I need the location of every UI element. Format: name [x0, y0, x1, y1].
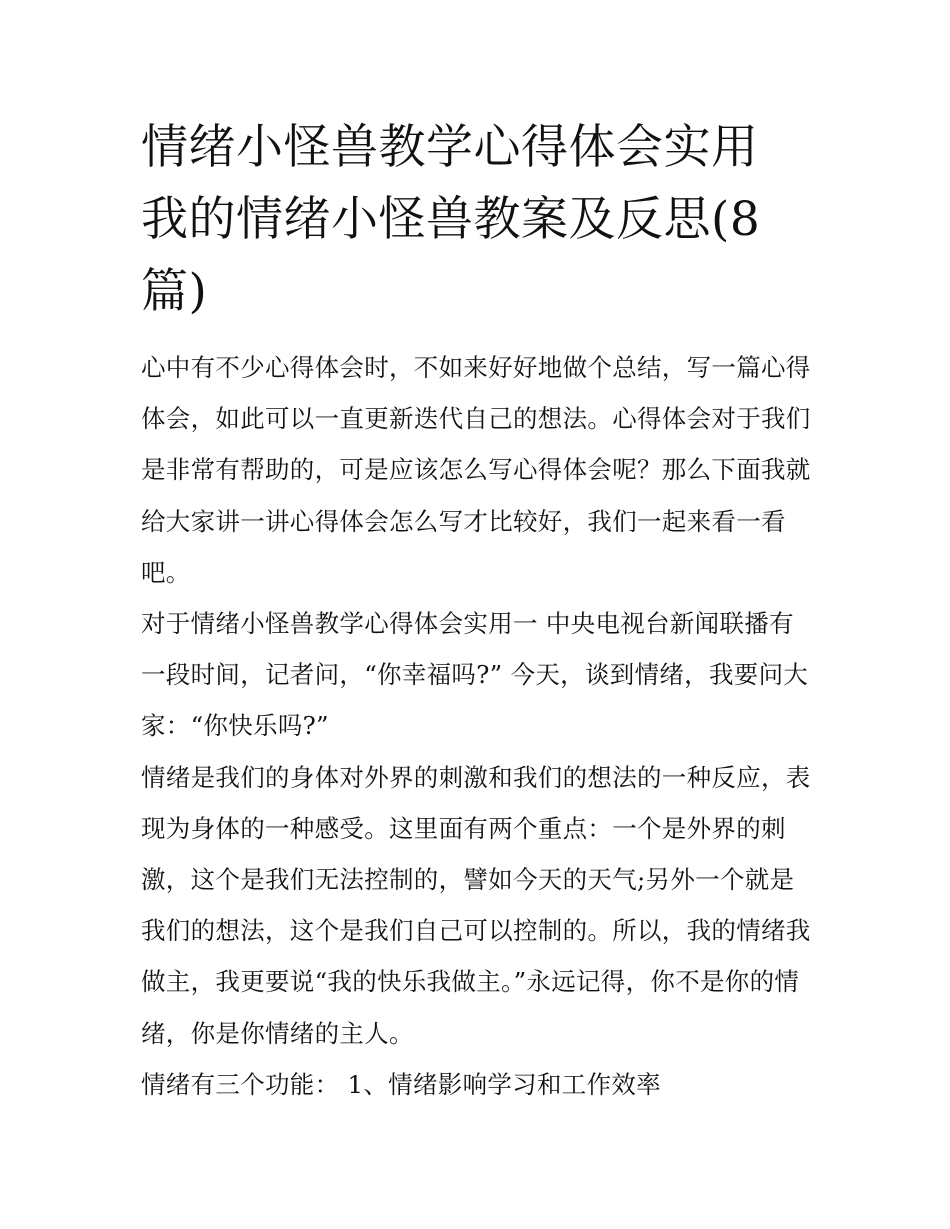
- document-body: [141, 342, 817, 1110]
- title-line: 情绪小怪兽教学心得体会实用: [141, 120, 759, 175]
- text-line: 激，这个是我们无法控制的，譬如今天的天气;另外一个就是: [141, 865, 795, 895]
- text-line: 情绪有三个功能： 1、情绪影响学习和工作效率: [141, 1069, 661, 1099]
- text-line: 心中有不少心得体会时，不如来好好地做个总结，写一篇心得: [141, 353, 811, 382]
- title-line: 我的情绪小怪兽教案及反思(8: [141, 192, 761, 247]
- text-line: 家：“你快乐吗?”: [141, 711, 329, 741]
- text-line: 是非常有帮助的，可是应该怎么写心得体会呢？那么下面我就: [141, 455, 811, 485]
- text-line: 体会，如此可以一直更新迭代自己的想法。心得体会对于我们: [141, 404, 811, 434]
- text-line: 做主，我更要说“我的快乐我做主。”永远记得，你不是你的情: [141, 967, 800, 997]
- text-line: 给大家讲一讲心得体会怎么写才比较好，我们一起来看一看: [141, 506, 786, 536]
- title-line: 篇): [141, 264, 208, 319]
- text-line: 一段时间，记者问，“你幸福吗?” 今天，谈到情绪，我要问大: [141, 660, 809, 690]
- emotion-functions-paragraph: [141, 1059, 817, 1110]
- text-line: 现为身体的一种感受。这里面有两个重点：一个是外界的刺: [141, 813, 786, 843]
- text-line: 我们的想法，这个是我们自己可以控制的。所以，我的情绪我: [141, 916, 811, 946]
- section-one-paragraph: [141, 598, 817, 752]
- text-line: 情绪是我们的身体对外界的刺激和我们的想法的一种反应，表: [141, 762, 811, 792]
- intro-paragraph: [141, 342, 817, 598]
- emotion-definition-paragraph: [141, 752, 817, 1059]
- document-content: [141, 112, 817, 1110]
- text-line: 绪，你是你情绪的主人。: [141, 1018, 414, 1048]
- text-line: 对于情绪小怪兽教学心得体会实用一 中央电视台新闻联播有: [141, 609, 794, 639]
- text-line: 吧。: [141, 557, 191, 587]
- document-title: [141, 112, 817, 328]
